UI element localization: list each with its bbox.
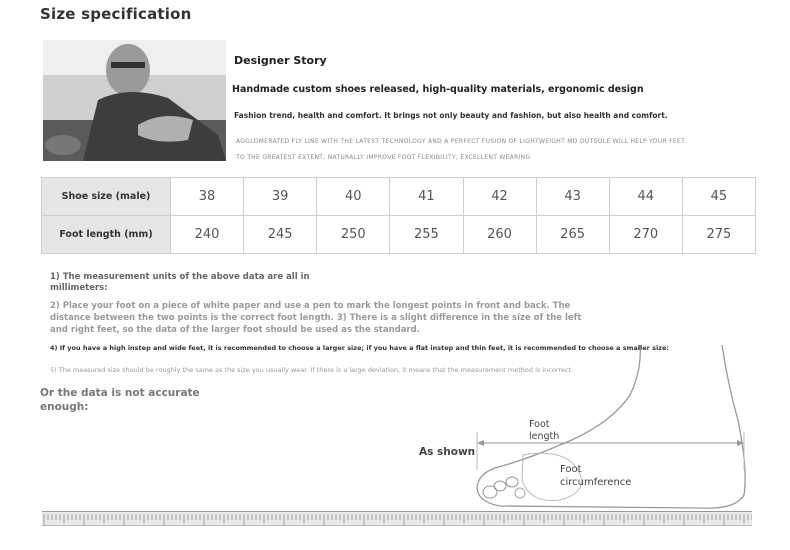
length-cell: 240	[171, 216, 244, 254]
length-row-label: Foot length (mm)	[42, 216, 171, 254]
length-cell: 250	[317, 216, 390, 254]
size-cell: 45	[682, 178, 755, 216]
foot-circumference-label: Foot circumference	[560, 464, 632, 488]
note-2: 2) Place your foot on a piece of white paper and use a pen to mark the longest points in front and back. The distance between the two points is the correct foot length. 3) There is a slight difference in the size of the left and right feet, so the data of the larger foot should be used as the standard.	[50, 301, 582, 335]
toe	[515, 488, 525, 498]
ruler	[42, 511, 752, 526]
story-title: Designer Story	[234, 54, 327, 67]
size-row-label: Shoe size (male)	[42, 178, 171, 216]
note-inaccurate: Or the data is not accurate enough:	[40, 387, 200, 413]
story-caps-line-1: AGGLOMERATED FLY LINE WITH THE LATEST TECHNOLOGY AND A PERFECT FUSION OF LIGHTWEIGHT MD OUTSOLE WILL HELP YOUR FEET	[236, 138, 686, 145]
story-caps-line-2: TO THE GREATEST EXTENT, NATURALLY IMPROVE FOOT FLEXIBILITY, EXCELLENT WEARING	[236, 154, 531, 161]
length-cell: 265	[536, 216, 609, 254]
as-shown-label: As shown	[419, 446, 476, 458]
length-cell: 275	[682, 216, 755, 254]
size-cell: 41	[390, 178, 463, 216]
story-line: Fashion trend, health and comfort. It brings not only beauty and fashion, but also health and comfort.	[234, 111, 668, 120]
size-cell: 40	[317, 178, 390, 216]
length-cell: 245	[244, 216, 317, 254]
story-subtitle: Handmade custom shoes released, high-quality materials, ergonomic design	[232, 84, 644, 95]
length-cell: 255	[390, 216, 463, 254]
note-5: 5) The measured size should be roughly the same as the size you usually wear. If there is a large deviation, it means that the measurement method is incorrect.	[50, 366, 574, 374]
size-cell: 42	[463, 178, 536, 216]
size-cell: 39	[244, 178, 317, 216]
length-cell: 260	[463, 216, 536, 254]
note-1: 1) The measurement units of the above data are all in millimeters:	[50, 272, 310, 293]
size-cell: 44	[609, 178, 682, 216]
size-cell: 38	[171, 178, 244, 216]
toe	[494, 481, 506, 491]
toe	[506, 477, 518, 487]
foot-length-label: Foot length	[529, 419, 560, 442]
length-cell: 270	[609, 216, 682, 254]
note-4: 4) If you have a high instep and wide feet, it is recommended to choose a larger size; if you have a flat instep and thin feet, it is recommended to choose a smaller size:	[50, 344, 669, 352]
arrow-left	[477, 440, 484, 446]
page-title: Size specification	[40, 5, 192, 23]
size-cell: 43	[536, 178, 609, 216]
